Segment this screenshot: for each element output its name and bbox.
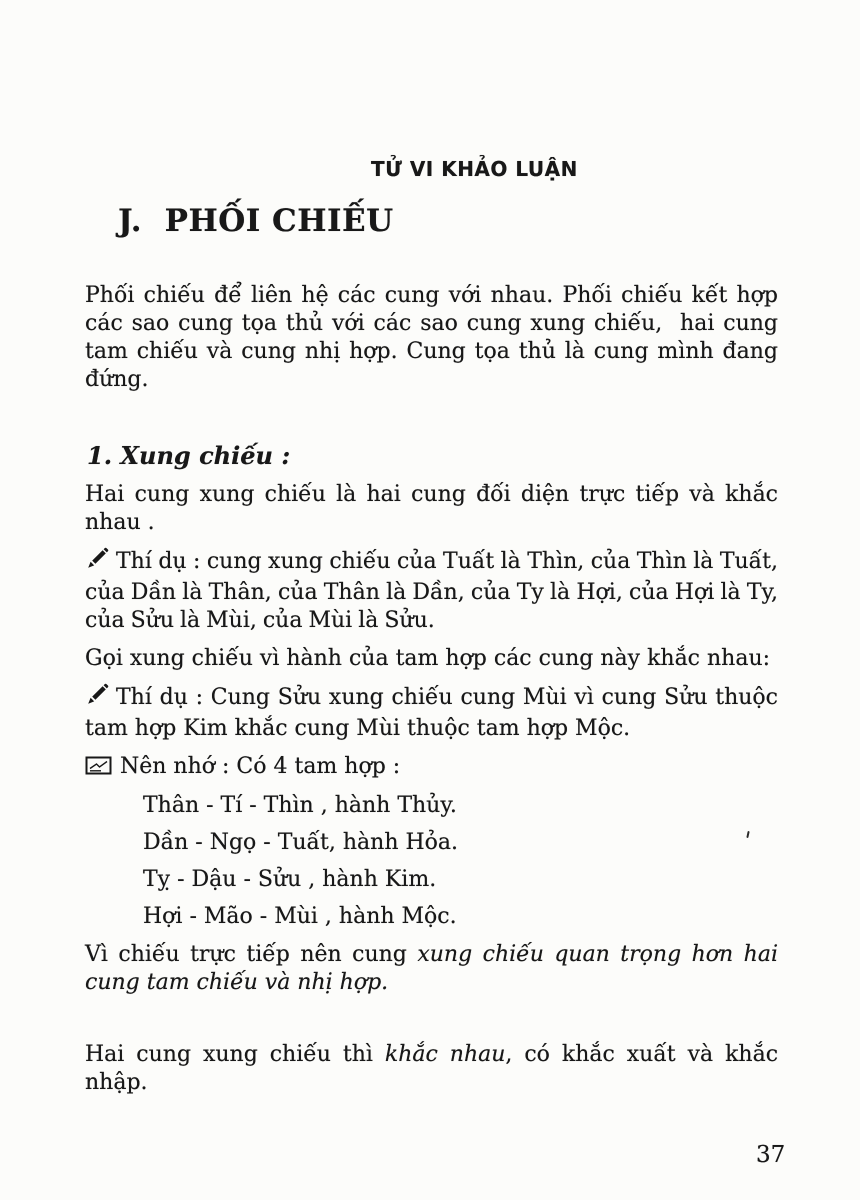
paragraph-khac	[85, 1041, 778, 1097]
paragraph-important-normal: Vì chiếu trực tiếp nên cung	[85, 942, 418, 967]
pen-icon	[85, 547, 109, 579]
paragraph-khac-post: , có khắc xuất và khắc nhập.	[85, 1042, 779, 1095]
list-item: Hợi - Mão - Mùi , hành Mộc.	[143, 904, 457, 929]
paragraph-hanh: Gọi xung chiếu vì hành của tam hợp các cung này khắc nhau:	[85, 646, 771, 671]
page-content	[85, 202, 778, 1097]
list-item: Thân - Tí - Thìn , hành Thủy.	[143, 793, 457, 818]
paragraph-important	[85, 941, 778, 997]
example-paragraph-2	[85, 683, 778, 743]
running-header: TỬ VI KHẢO LUẬN	[371, 157, 578, 181]
section-title: 1. Xung chiếu :	[87, 441, 291, 470]
page-title: J. PHỐI CHIẾU	[118, 203, 394, 239]
tam-hop-list	[143, 792, 778, 931]
example-text: Thí dụ : cung xung chiếu của Tuất là Thìn, của Thìn là Tuất, của Dần là Thân, của Thân là Dần, của Ty là Hợi, của Hợi là Ty, của Sửu là Mùi, của Mùi là Sửu.	[85, 549, 778, 633]
page-number: 37	[756, 1142, 786, 1168]
pen-icon	[85, 683, 109, 715]
paragraph-khac-pre: Hai cung xung chiếu thì	[85, 1042, 385, 1067]
note-paragraph	[85, 753, 778, 784]
example-paragraph-1	[85, 547, 778, 635]
list-item: Dần - Ngọ - Tuất, hành Hỏa.	[143, 830, 459, 855]
paragraph-important-italic: xung chiếu quan trọng hơn hai cung tam chiếu và nhị hợp.	[85, 942, 778, 995]
example-text: Thí dụ : Cung Sửu xung chiếu cung Mùi vì cung Sửu thuộc tam hợp Kim khắc cung Mùi thuộc tam hợp Mộc.	[85, 685, 778, 741]
paragraph-khac-italic: khắc nhau	[384, 1042, 506, 1067]
intro-paragraph: Phối chiếu để liên hệ các cung với nhau. Phối chiếu kết hợp các sao cung tọa thủ với các sao cung xung chiếu, hai cung tam chiếu và cung nhị hợp. Cung tọa thủ là cung mình đang đứng.	[85, 283, 778, 392]
list-item: Tỵ - Dậu - Sửu , hành Kim.	[143, 867, 437, 892]
note-text: Nên nhớ : Có 4 tam hợp :	[120, 754, 401, 779]
note-icon	[85, 755, 113, 784]
paragraph-direct: Hai cung xung chiếu là hai cung đối diện trực tiếp và khắc nhau .	[85, 482, 778, 535]
